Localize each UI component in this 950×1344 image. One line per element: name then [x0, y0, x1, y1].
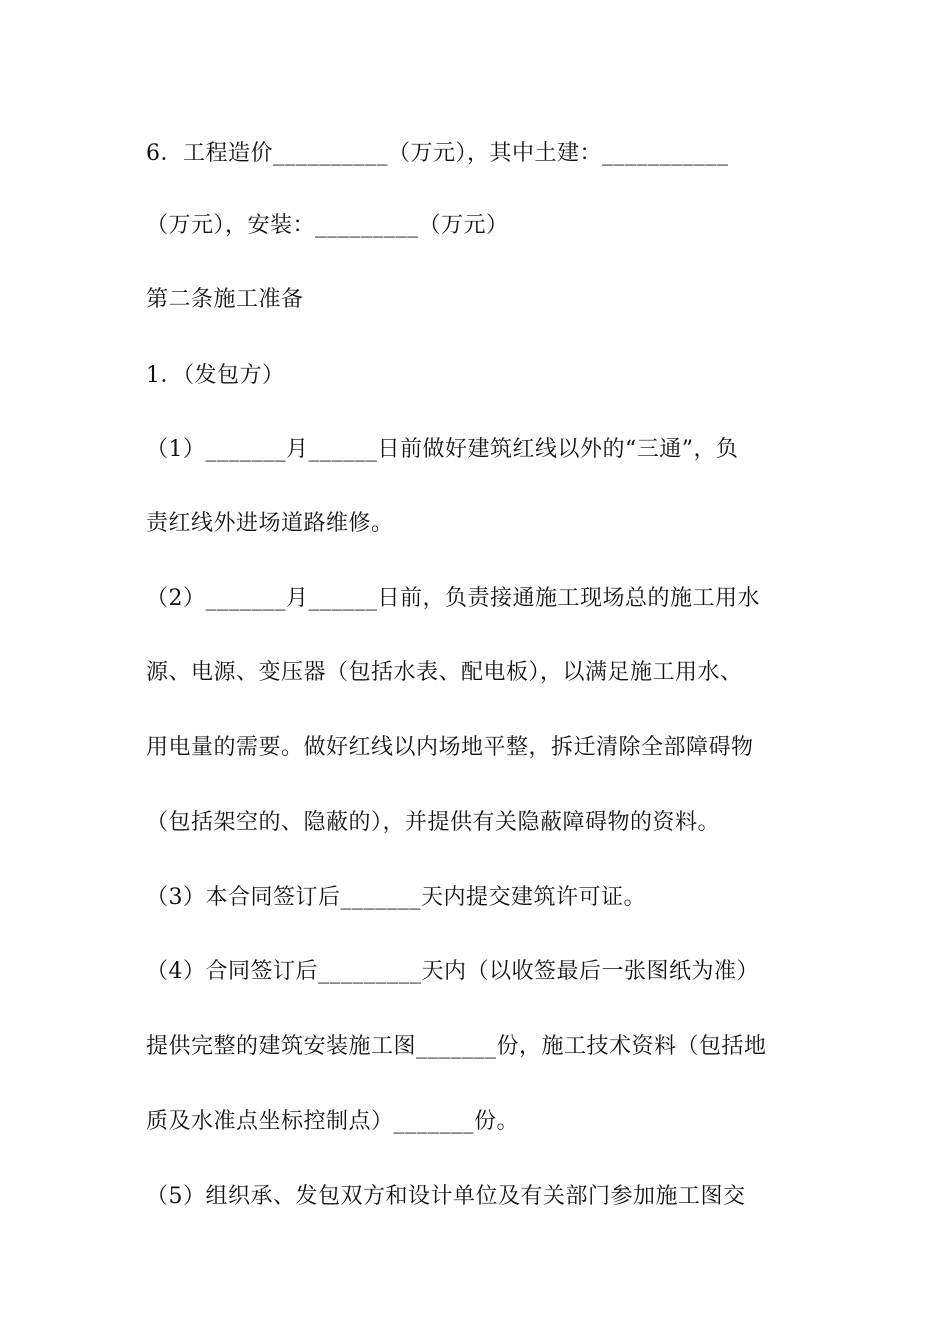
text-line: （4）合同签订后_________天内（以收签最后一张图纸为准）: [146, 959, 759, 984]
text-line: （万元），安装：_________（万元）: [146, 213, 509, 238]
text-line: （2）_______月______日前，负责接通施工现场总的施工用水: [146, 586, 760, 611]
text-line: 提供完整的建筑安装施工图_______份，施工技术资料（包括地: [146, 1034, 767, 1059]
text-line: （3）本合同签订后_______天内提交建筑许可证。: [146, 885, 646, 910]
text-line: 6．工程造价__________（万元），其中土建：___________: [146, 141, 729, 166]
text-line: 责红线外进场道路维修。: [146, 511, 394, 536]
text-line: 源、电源、变压器（包括水表、配电板），以满足施工用水、: [146, 660, 743, 685]
section-heading: 第二条施工准备: [146, 287, 304, 312]
subsection-heading: 1．（发包方）: [146, 363, 285, 388]
text-line: 用电量的需要。做好红线以内场地平整，拆迁清除全部障碍物: [146, 735, 754, 760]
text-line: （包括架空的、隐蔽的），并提供有关隐蔽障碍物的资料。: [146, 810, 721, 835]
text-line: （1）_______月______日前做好建筑红线以外的“三通”，负: [146, 437, 739, 462]
text-line: 质及水准点坐标控制点）_______份。: [146, 1109, 520, 1134]
text-line: （5）组织承、发包双方和设计单位及有关部门参加施工图交: [146, 1184, 746, 1209]
